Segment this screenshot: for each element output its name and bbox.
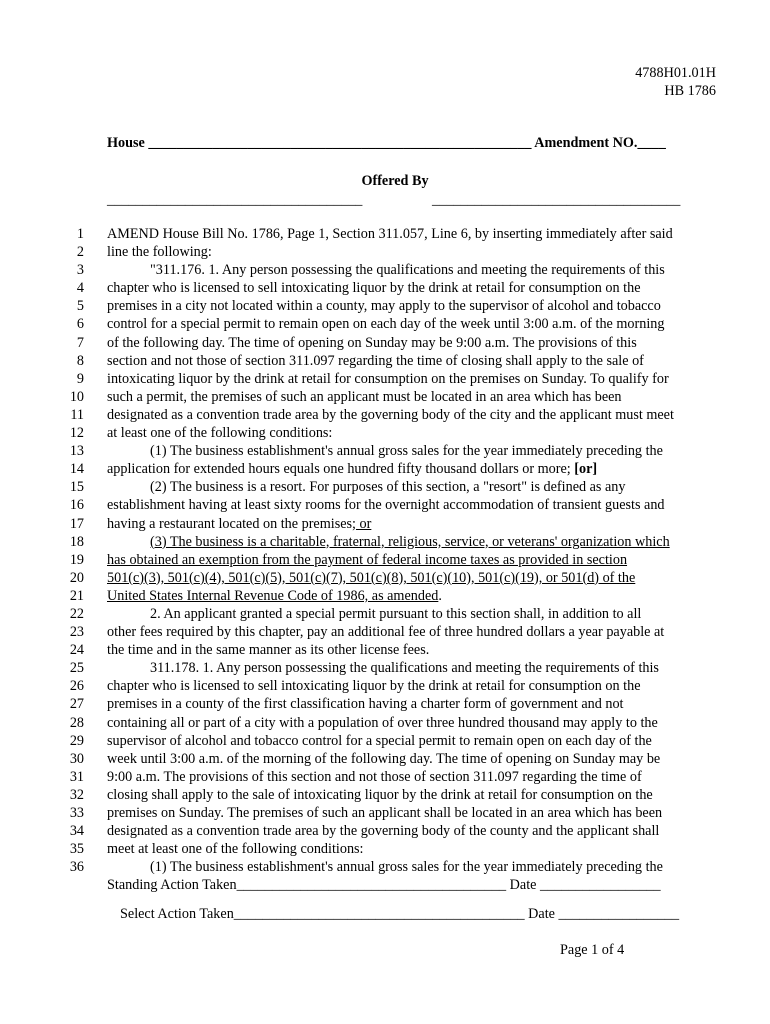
line-number: 3 (76, 262, 84, 279)
inserted-text: 501(c)(3), 501(c)(4), 501(c)(5), 501(c)(7), 501(c)(8), 501(c)(10), 501(c)(19), or 501(d) of the (107, 569, 636, 586)
select-action-line: Select Action Taken_________________________________________ Date _________________ (120, 906, 680, 922)
text-line (0, 714, 770, 732)
line-segment: chapter who is licensed to sell intoxicating liquor by the drink at retail for consumption on the (107, 280, 641, 297)
inserted-text: United States Internal Revenue Code of 1986, as amended (107, 587, 439, 604)
line-segment: (2) The business is a resort. For purposes of this section, a "resort" is defined as any (150, 479, 626, 496)
line-segment: supervisor of alcohol and tobacco control for a special permit to remain open on each day of the (107, 732, 652, 749)
line-segment: line the following: (107, 244, 212, 261)
line-number: 8 (76, 352, 84, 369)
line-segment: [or] (574, 461, 598, 478)
line-segment: control for a special permit to remain open on each day of the week until 3:00 a.m. of the morning (107, 316, 665, 333)
text-line (0, 858, 770, 876)
line-number: 15 (69, 479, 84, 496)
line-text (107, 822, 659, 840)
line-number: 27 (69, 696, 84, 713)
page-number: Page 1 of 4 (560, 942, 625, 958)
line-text (107, 243, 212, 261)
line-segment: 2. An applicant granted a special permit pursuant to this section shall, in addition to all (150, 605, 642, 622)
standing-action-line: Standing Action Taken______________________________________ Date _________________ (107, 877, 661, 893)
line-number: 26 (69, 678, 84, 695)
line-number: 4 (76, 280, 84, 297)
line-segment: premises in a county of the first classification having a charter form of government and not (107, 696, 624, 713)
line-text (107, 714, 658, 732)
line-text (107, 496, 665, 514)
text-line (0, 569, 770, 587)
line-number: 5 (76, 298, 84, 315)
line-text (107, 840, 364, 858)
line-text (107, 623, 664, 641)
document-header (635, 64, 716, 100)
text-line (0, 496, 770, 514)
line-text (107, 569, 635, 587)
line-text (150, 533, 670, 551)
line-text (107, 370, 669, 388)
text-line (0, 279, 770, 297)
line-text (107, 225, 673, 243)
text-line (0, 460, 770, 478)
line-segment: week until 3:00 a.m. of the morning of the following day. The time of opening on Sunday may be (107, 750, 661, 767)
line-text (107, 515, 371, 533)
line-segment: such a permit, the premises of such an applicant must be located in an area which has been (107, 388, 622, 405)
offered-by-heading: Offered By (361, 173, 429, 189)
line-text (107, 352, 644, 370)
line-segment: premises in a city not located within a county, may apply to the supervisor of alcohol and tobacco (107, 298, 661, 315)
line-text (107, 406, 674, 424)
line-number: 19 (69, 551, 84, 568)
text-line (0, 406, 770, 424)
line-number: 21 (69, 587, 84, 604)
line-text (107, 641, 429, 659)
line-text (150, 605, 641, 623)
line-segment: designated as a convention trade area by the governing body of the county and the applicant shall (107, 823, 660, 840)
text-line (0, 677, 770, 695)
text-line (0, 315, 770, 333)
line-number: 1 (76, 226, 84, 242)
line-text (107, 424, 332, 442)
line-segment: application for extended hours equals one hundred fifty thousand dollars or more; (107, 461, 575, 478)
line-text (107, 315, 664, 333)
text-line (0, 370, 770, 388)
line-segment: designated as a convention trade area by the governing body of the city and the applicant must meet (107, 406, 674, 423)
line-text (150, 659, 659, 677)
text-line (0, 659, 770, 677)
line-segment: closing shall apply to the sale of intoxicating liquor by the drink at retail for consumption on the (107, 786, 653, 803)
text-line (0, 750, 770, 768)
text-line (0, 388, 770, 406)
document-id: 4788H01.01H (635, 65, 716, 81)
amendment-text (0, 225, 770, 876)
line-segment: of the following day. The time of opening on Sunday may be 9:00 a.m. The provisions of this (107, 334, 637, 351)
line-segment: premises on Sunday. The premises of such an applicant shall be located in an area which has been (107, 805, 663, 821)
line-number: 24 (69, 642, 84, 659)
inserted-text: has obtained an exemption from the payment of federal income taxes as provided in section (107, 551, 628, 568)
text-line (0, 297, 770, 315)
line-segment: (1) The business establishment's annual gross sales for the year immediately preceding the (150, 443, 663, 460)
text-line (0, 695, 770, 713)
house-amendment-line: House ______________________________________________________ Amendment NO.____ (107, 135, 666, 151)
offered-by-signature-line-1: ____________________________________ (107, 192, 363, 208)
line-text (107, 750, 660, 768)
line-text (107, 768, 642, 786)
line-segment: . (438, 587, 442, 604)
line-text (107, 587, 442, 605)
line-segment: establishment having at least sixty rooms for the overnight accommodation of transient guests and (107, 497, 665, 514)
text-line (0, 641, 770, 659)
line-text (107, 460, 597, 478)
text-line (0, 515, 770, 533)
text-line (0, 225, 770, 243)
text-line (0, 840, 770, 858)
offered-by-signature-line-2: ___________________________________ (432, 192, 681, 208)
line-number: 20 (69, 569, 84, 586)
line-segment: at least one of the following conditions: (107, 425, 333, 442)
line-number: 2 (76, 244, 84, 261)
line-number: 28 (69, 714, 84, 731)
line-number: 18 (69, 533, 84, 550)
line-segment: (1) The business establishment's annual gross sales for the year immediately preceding the (150, 859, 663, 876)
line-segment: the time and in the same manner as its other license fees. (107, 642, 430, 659)
line-text (150, 261, 665, 279)
text-line (0, 334, 770, 352)
line-segment: other fees required by this chapter, pay an additional fee of three hundred dollars a year payable at (107, 624, 665, 641)
text-line (0, 551, 770, 569)
text-line (0, 804, 770, 822)
line-number: 22 (69, 605, 84, 622)
line-segment: chapter who is licensed to sell intoxicating liquor by the drink at retail for consumption on the (107, 678, 641, 695)
text-line (0, 822, 770, 840)
line-number: 36 (69, 859, 84, 876)
line-text (107, 279, 641, 297)
bill-number: HB 1786 (664, 83, 716, 99)
line-segment: "311.176. 1. Any person possessing the qualifications and meeting the requirements of this (150, 262, 665, 279)
line-number: 30 (69, 750, 84, 767)
line-number: 10 (69, 388, 84, 405)
line-text (107, 786, 653, 804)
line-segment: meet at least one of the following conditions: (107, 841, 364, 858)
line-text (150, 478, 625, 496)
text-line (0, 424, 770, 442)
line-text (107, 551, 627, 569)
line-text (107, 732, 652, 750)
line-number: 17 (69, 515, 84, 532)
line-number: 12 (69, 425, 84, 442)
line-number: 7 (76, 334, 84, 351)
line-number: 13 (69, 443, 84, 460)
line-number: 29 (69, 732, 84, 749)
line-number: 32 (69, 786, 84, 803)
text-line (0, 352, 770, 370)
inserted-text: ; or (352, 515, 372, 532)
line-segment: having a restaurant located on the premises (107, 515, 353, 532)
line-number: 33 (69, 805, 84, 821)
line-segment: intoxicating liquor by the drink at retail for consumption on the premises on Sunday. To qualify for (107, 370, 669, 387)
text-line (0, 533, 770, 551)
line-number: 25 (69, 660, 84, 677)
text-line (0, 732, 770, 750)
text-line (0, 605, 770, 623)
text-line (0, 768, 770, 786)
text-line (0, 623, 770, 641)
line-number: 31 (69, 768, 84, 785)
text-line (0, 478, 770, 496)
line-segment: AMEND House Bill No. 1786, Page 1, Section 311.057, Line 6, by inserting immediately after said (107, 226, 673, 242)
line-number: 14 (69, 461, 84, 478)
line-number: 16 (69, 497, 84, 514)
text-line (0, 587, 770, 605)
line-number: 6 (76, 316, 84, 333)
line-text (107, 388, 622, 406)
line-text (107, 695, 624, 713)
line-segment: containing all or part of a city with a population of over three hundred thousand may apply to the (107, 714, 658, 731)
line-text (107, 677, 641, 695)
line-number: 9 (76, 370, 84, 387)
text-line (0, 442, 770, 460)
line-number: 11 (70, 406, 84, 423)
line-number: 35 (69, 841, 84, 858)
line-text (150, 858, 663, 876)
line-segment: 311.178. 1. Any person possessing the qualifications and meeting the requirements of this (150, 660, 659, 677)
line-segment: 9:00 a.m. The provisions of this section and not those of section 311.097 regarding the time of (107, 768, 642, 785)
line-number: 34 (69, 823, 84, 840)
line-text (107, 297, 661, 315)
line-text (107, 804, 662, 822)
text-line (0, 786, 770, 804)
line-text (107, 334, 637, 352)
text-line (0, 261, 770, 279)
text-line (0, 243, 770, 261)
line-number: 23 (69, 624, 84, 641)
line-text (150, 442, 663, 460)
inserted-text: (3) The business is a charitable, fraternal, religious, service, or veterans' organization which (150, 533, 670, 550)
line-segment: section and not those of section 311.097 regarding the time of closing shall apply to the sale of (107, 352, 644, 369)
